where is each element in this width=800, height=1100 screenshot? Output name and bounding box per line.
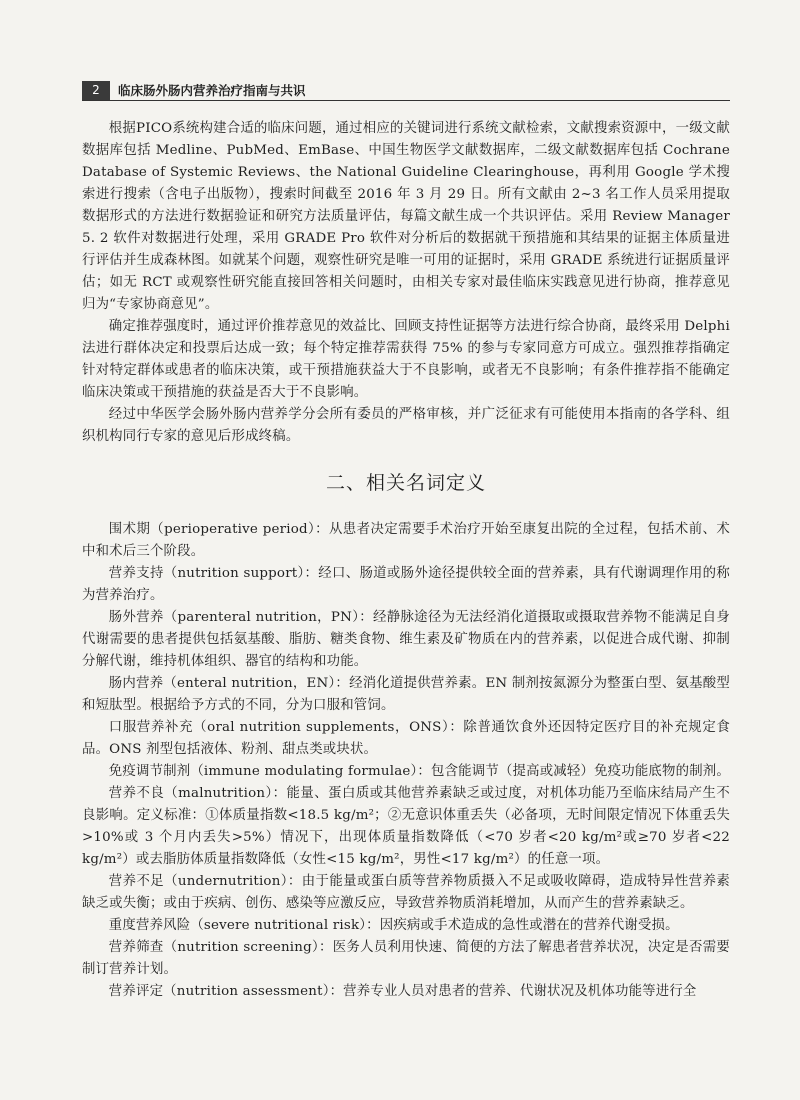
intro-paragraph: 确定推荐强度时，通过评价推荐意见的效益比、回顾支持性证据等方法进行综合协商，最终采用 Delphi 法进行群体决定和投票后达成一致；每个特定推荐需获得 75% 的参与专家同意方可成立。强烈推荐指确定针对特定群体或患者的临床决策，或干预措施获益大于不良影响，或者无不良影响；有条件推荐指不能确定临床决策或干预措施的获益是否大于不良影响。 xyxy=(82,319,730,400)
section-title: 二、相关名词定义 xyxy=(325,472,486,494)
definition-paragraph: 围术期（perioperative period）：从患者决定需要手术治疗开始至康复出院的全过程，包括术前、术中和术后三个阶段。 xyxy=(82,522,730,559)
definition-paragraph: 肠内营养（enteral nutrition，EN）：经消化道提供营养素。EN 制剂按氮源分为整蛋白型、氨基酸型和短肽型。根据给予方式的不同，分为口服和管饲。 xyxy=(82,676,730,713)
definition-paragraph: 营养筛查（nutrition screening）：医务人员利用快速、简便的方法了解患者营养状况，决定是否需要制订营养计划。 xyxy=(82,940,730,977)
definition-paragraph: 免疫调节制剂（immune modulating formulae）：包含能调节（提高或减轻）免疫功能底物的制剂。 xyxy=(108,764,730,779)
definition-paragraph: 肠外营养（parenteral nutrition，PN）：经静脉途径为无法经消化道摄取或摄取营养物不能满足自身代谢需要的患者提供包括氨基酸、脂肪、糖类食物、维生素及矿物质在内的营养素，以促进合成代谢、抑制分解代谢，维持机体组织、器官的结构和功能。 xyxy=(82,610,730,669)
running-title: 临床肠外肠内营养治疗指南与共识 xyxy=(118,83,306,98)
definitions-list xyxy=(82,519,730,1003)
intro-paragraph: 经过中华医学会肠外肠内营养学分会所有委员的严格审核，并广泛征求有可能使用本指南的各学科、组织机构同行专家的意见后形成终稿。 xyxy=(82,407,730,444)
intro-paragraph: 根据PICO系统构建合适的临床问题，通过相应的关键词进行系统文献检索，文献搜索资源中，一级文献数据库包括 Medline、PubMed、EmBase、中国生物医学文献数据库，二级文献数据库包括 Cochrane Database of Systemic Reviews、the National Guideline Clearinghouse，再利用 Google 学术搜索进行搜索（含电子出版物），搜索时间截至 2016 年 3 月 29 日。所有文献由 2~3 名工作人员采用提取数据形式的方法进行数据验证和研究方法质量评估，每篇文献生成一个共识评估。采用 Review Manager 5. 2 软件对数据进行处理，采用 GRADE Pro 软件对分析后的数据就干预措施和其结果的证据主体质量进行评估并生成森林图。如就某个问题，观察性研究是唯一可用的证据时，采用 GRADE 系统进行证据质量评估；如无 RCT 或观察性研究能直接回答相关问题时，由相关专家对最佳临床实践意见进行协商，推荐意见归为“专家协商意见”。 xyxy=(82,121,730,312)
definition-paragraph: 营养不良（malnutrition）：能量、蛋白质或其他营养素缺乏或过度，对机体功能乃至临床结局产生不良影响。定义标准：①体质量指数<18.5 kg/m²；②无意识体重丢失（必备项，无时间限定情况下体重丢失>10%或 3 个月内丢失>5%）情况下，出现体质量指数降低（<70 岁者<20 kg/m²或≥70 岁者<22 kg/m²）或去脂肪体质量指数降低（女性<15 kg/m²，男性<17 kg/m²）的任意一项。 xyxy=(82,786,730,867)
definition-paragraph: 营养不足（undernutrition）：由于能量或蛋白质等营养物质摄入不足或吸收障碍，造成特异性营养素缺乏或失衡；或由于疾病、创伤、感染等应激反应，导致营养物质消耗增加，从而产生的营养素缺乏。 xyxy=(82,874,730,911)
definition-paragraph: 重度营养风险（severe nutritional risk）：因疾病或手术造成的急性或潜在的营养代谢受损。 xyxy=(108,918,679,933)
page-body xyxy=(82,118,730,1003)
page-header xyxy=(82,80,730,101)
definition-paragraph: 营养支持（nutrition support）：经口、肠道或肠外途径提供较全面的营养素，具有代谢调理作用的称为营养治疗。 xyxy=(82,566,730,603)
page-number: 2 xyxy=(82,81,110,100)
definition-paragraph: 营养评定（nutrition assessment）：营养专业人员对患者的营养、代谢状况及机体功能等进行全 xyxy=(108,984,697,999)
definition-paragraph: 口服营养补充（oral nutrition supplements，ONS）：除普通饮食外还因特定医疗目的补充规定食品。ONS 剂型包括液体、粉剂、甜点类或块状。 xyxy=(82,720,730,757)
